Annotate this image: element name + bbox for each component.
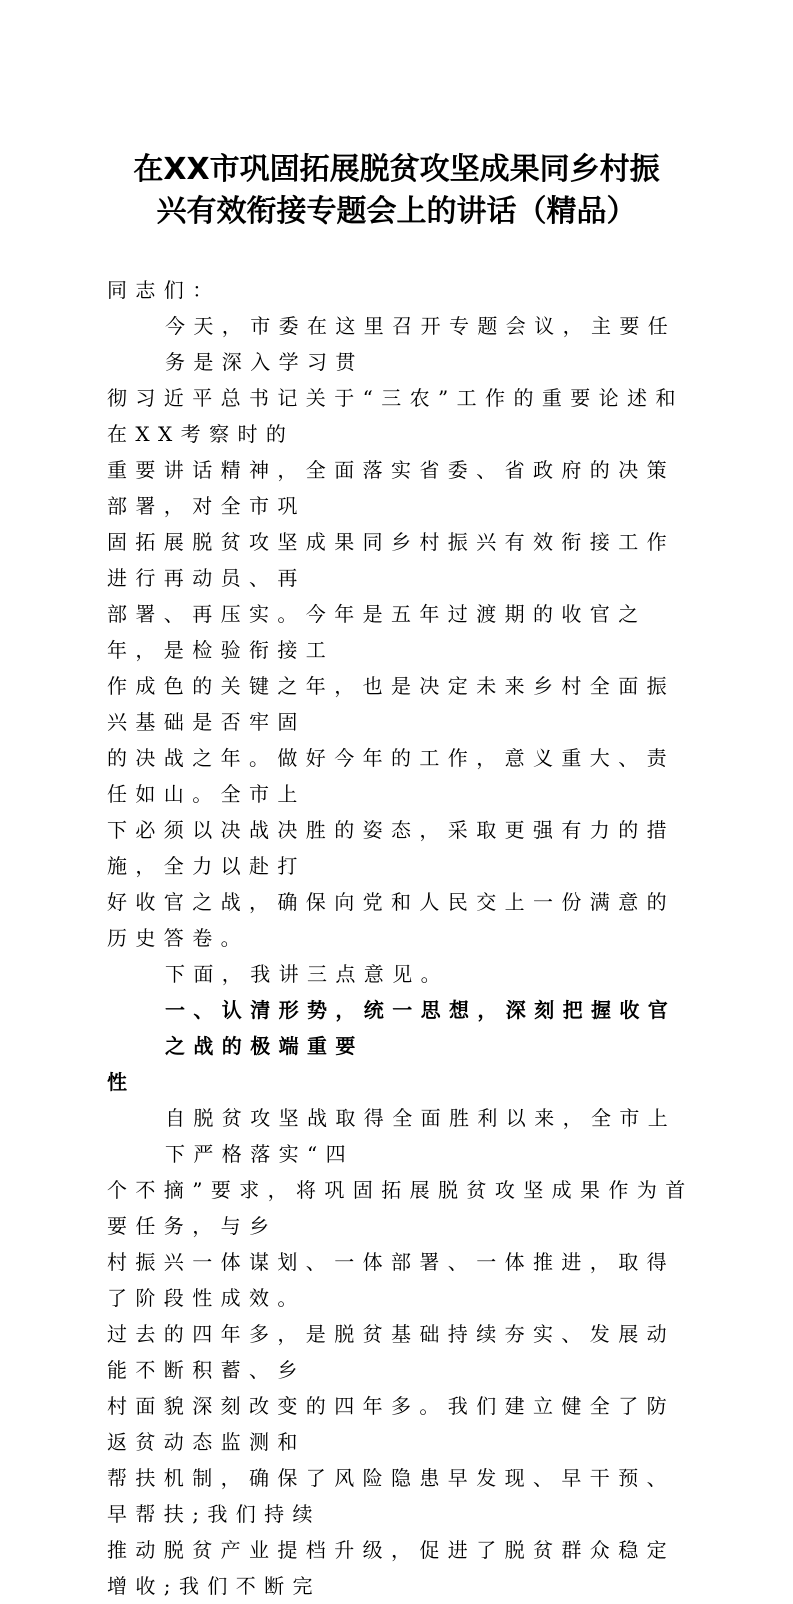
text-line: 固拓展脱贫攻坚成果同乡村振兴有效衔接工作进行再动员、再 [107, 530, 675, 590]
title-line-2: 兴有效衔接专题会上的讲话（精品） [156, 194, 637, 229]
paragraph-achievements [107, 1100, 697, 1604]
salutation: 同志们： [107, 278, 221, 302]
text-line: 个不摘”要求，将巩固拓展脱贫攻坚成果作为首要任务，与乡 [107, 1178, 694, 1238]
text-line: 今天，市委在这里召开专题会议，主要任务是深入学习贯 [165, 314, 677, 374]
text-line: 的决战之年。做好今年的工作，意义重大、责任如山。全市上 [107, 746, 675, 806]
text-line: 部署、再压实。今年是五年过渡期的收官之年，是检验衔接工 [107, 602, 647, 662]
text-line: 作成色的关键之年，也是决定未来乡村全面振兴基础是否牢固 [107, 674, 675, 734]
text-line: 下必须以决战决胜的姿态，采取更强有力的措施，全力以赴打 [107, 818, 675, 878]
document-body [107, 272, 697, 1604]
section-heading-1 [107, 992, 697, 1100]
document-title [90, 149, 703, 233]
title-line-1: 在XX市巩固拓展脱贫攻坚成果同乡村振 [133, 152, 660, 187]
heading-line: 性 [107, 1070, 136, 1094]
text-line: 过去的四年多，是脱贫基础持续夯实、发展动能不断积蓄、乡 [107, 1322, 675, 1382]
paragraph-intro [107, 308, 697, 956]
text-line: 帮扶机制，确保了风险隐患早发现、早干预、早帮扶;我们持续 [107, 1466, 675, 1526]
text-line: 村振兴一体谋划、一体部署、一体推进，取得了阶段性成效。 [107, 1250, 675, 1310]
text-line: 彻习近平总书记关于“三农”工作的重要论述和在XX考察时的 [107, 386, 684, 446]
text-line: 自脱贫攻坚战取得全面胜利以来，全市上下严格落实“四 [165, 1106, 677, 1166]
text-line: 好收官之战，确保向党和人民交上一份满意的历史答卷。 [107, 890, 675, 950]
heading-line: 一、认清形势，统一思想，深刻把握收官之战的极端重要 [165, 998, 677, 1058]
text-line: 村面貌深刻改变的四年多。我们建立健全了防返贫动态监测和 [107, 1394, 675, 1454]
text-line: 推动脱贫产业提档升级，促进了脱贫群众稳定增收;我们不断完 [107, 1538, 675, 1598]
text-line: 重要讲话精神，全面落实省委、省政府的决策部署，对全市巩 [107, 458, 675, 518]
paragraph-transition: 下面，我讲三点意见。 [165, 962, 449, 986]
